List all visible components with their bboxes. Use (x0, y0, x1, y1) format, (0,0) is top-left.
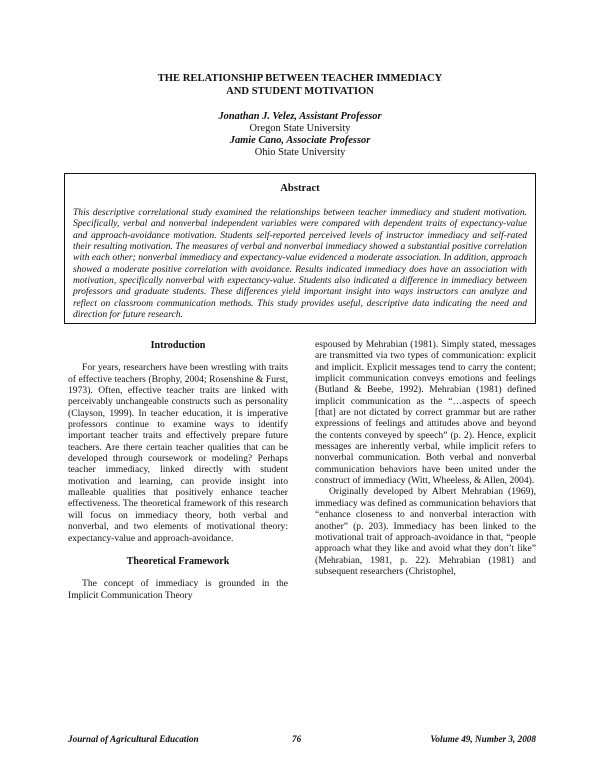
footer-page-number: 76 (292, 734, 302, 744)
right-paragraph-2: Originally developed by Albert Mehrabian (1969), immediacy was defined as communication behaviors that “enhance closeness to and nonverbal interaction with another” (p. 203). Immediacy has been linked to the motivational trait of approach-avoidance in that, “people approach what they like and avoid what they don’t like” (Mehrabian, 1981, p. 22). Mehrabian (1981) and subsequent researchers (Christophel, (315, 486, 536, 577)
abstract-box (64, 173, 536, 324)
theoretical-framework-heading: Theoretical Framework (126, 555, 230, 567)
introduction-paragraph: For years, researchers have been wrestling with traits of effective teachers (Brophy, 2004; Rosenshine & Furst, 1973). Often, effective teacher traits are linked with perceivably unchangeable constructs such as personality (Clayson, 1999). In teacher education, it is imperative professors continue to examine ways to identify important teacher traits and effectively prepare future teachers. Are there certain teacher qualities that can be developed through coursework or modeling? Perhaps teacher immediacy, linked directly with student motivation and learning, can provide insight into malleable qualities that positively enhance teacher effectiveness. The theoretical framework of this research will focus on immediacy theory, both verbal and nonverbal, and two elements of motivational theory: expectancy-value and approach-avoidance. (68, 362, 288, 544)
title-line-1: THE RELATIONSHIP BETWEEN TEACHER IMMEDIACY (157, 73, 443, 84)
author-name-1: Jonathan J. Velez, Assistant Professor (218, 111, 382, 122)
author-affiliation-2: Ohio State University (254, 147, 346, 158)
author-name-2: Jamie Cano, Associate Professor (229, 135, 371, 146)
author-affiliation-1: Oregon State University (249, 123, 351, 134)
left-column (68, 340, 288, 601)
right-paragraph-1: espoused by Mehrabian (1981). Simply stated, messages are transmitted via two types of communication: explicit and implicit. Explicit messages tend to carry the content; implicit communication conveys emotions and feelings (Butland & Beebe, 1992). Mehrabian (1981) defined implicit communication as the “…aspects of speech [that] are not dictated by correct grammar but are rather expressions of feelings and attitudes above and beyond the contents conveyed by speech” (p. 2). Hence, explicit messages are inherently verbal, while implicit refers to nonverbal communication. Both verbal and nonverbal communication behaviors have been united under the construct of immediacy (Witt, Wheeless, & Allen, 2004). (315, 339, 536, 487)
abstract-heading: Abstract (280, 183, 320, 194)
theoretical-framework-paragraph: The concept of immediacy is grounded in the Implicit Communication Theory (68, 578, 288, 601)
right-column (315, 339, 536, 577)
footer-journal: Journal of Agricultural Education (68, 734, 199, 744)
introduction-heading: Introduction (150, 340, 206, 351)
title-line-2: AND STUDENT MOTIVATION (226, 86, 374, 97)
footer-volume: Volume 49, Number 3, 2008 (430, 734, 536, 744)
abstract-text: This descriptive correlational study examined the relationships between teacher immediacy and student motivation. Specifically, verbal and nonverbal independent variables were compared with dependent traits of expectancy-value and approach-avoidance motivation. Students self-reported perceived levels of instructor immediacy and self-rated their resulting motivation. The measures of verbal and nonverbal immediacy showed a substantial positive correlation with each other; nonverbal immediacy and expectancy-value evidenced a moderate association. In addition, approach showed a moderate positive correlation with avoidance. Results indicated immediacy does have an association with motivation, specifically nonverbal with expectancy-value. Students also indicated a difference in immediacy between professors and graduate students. These differences yield important insight into ways instructors can analyze and reflect on classroom communication methods. This study provides useful, descriptive data indicating the need and direction for future research. (73, 207, 527, 321)
